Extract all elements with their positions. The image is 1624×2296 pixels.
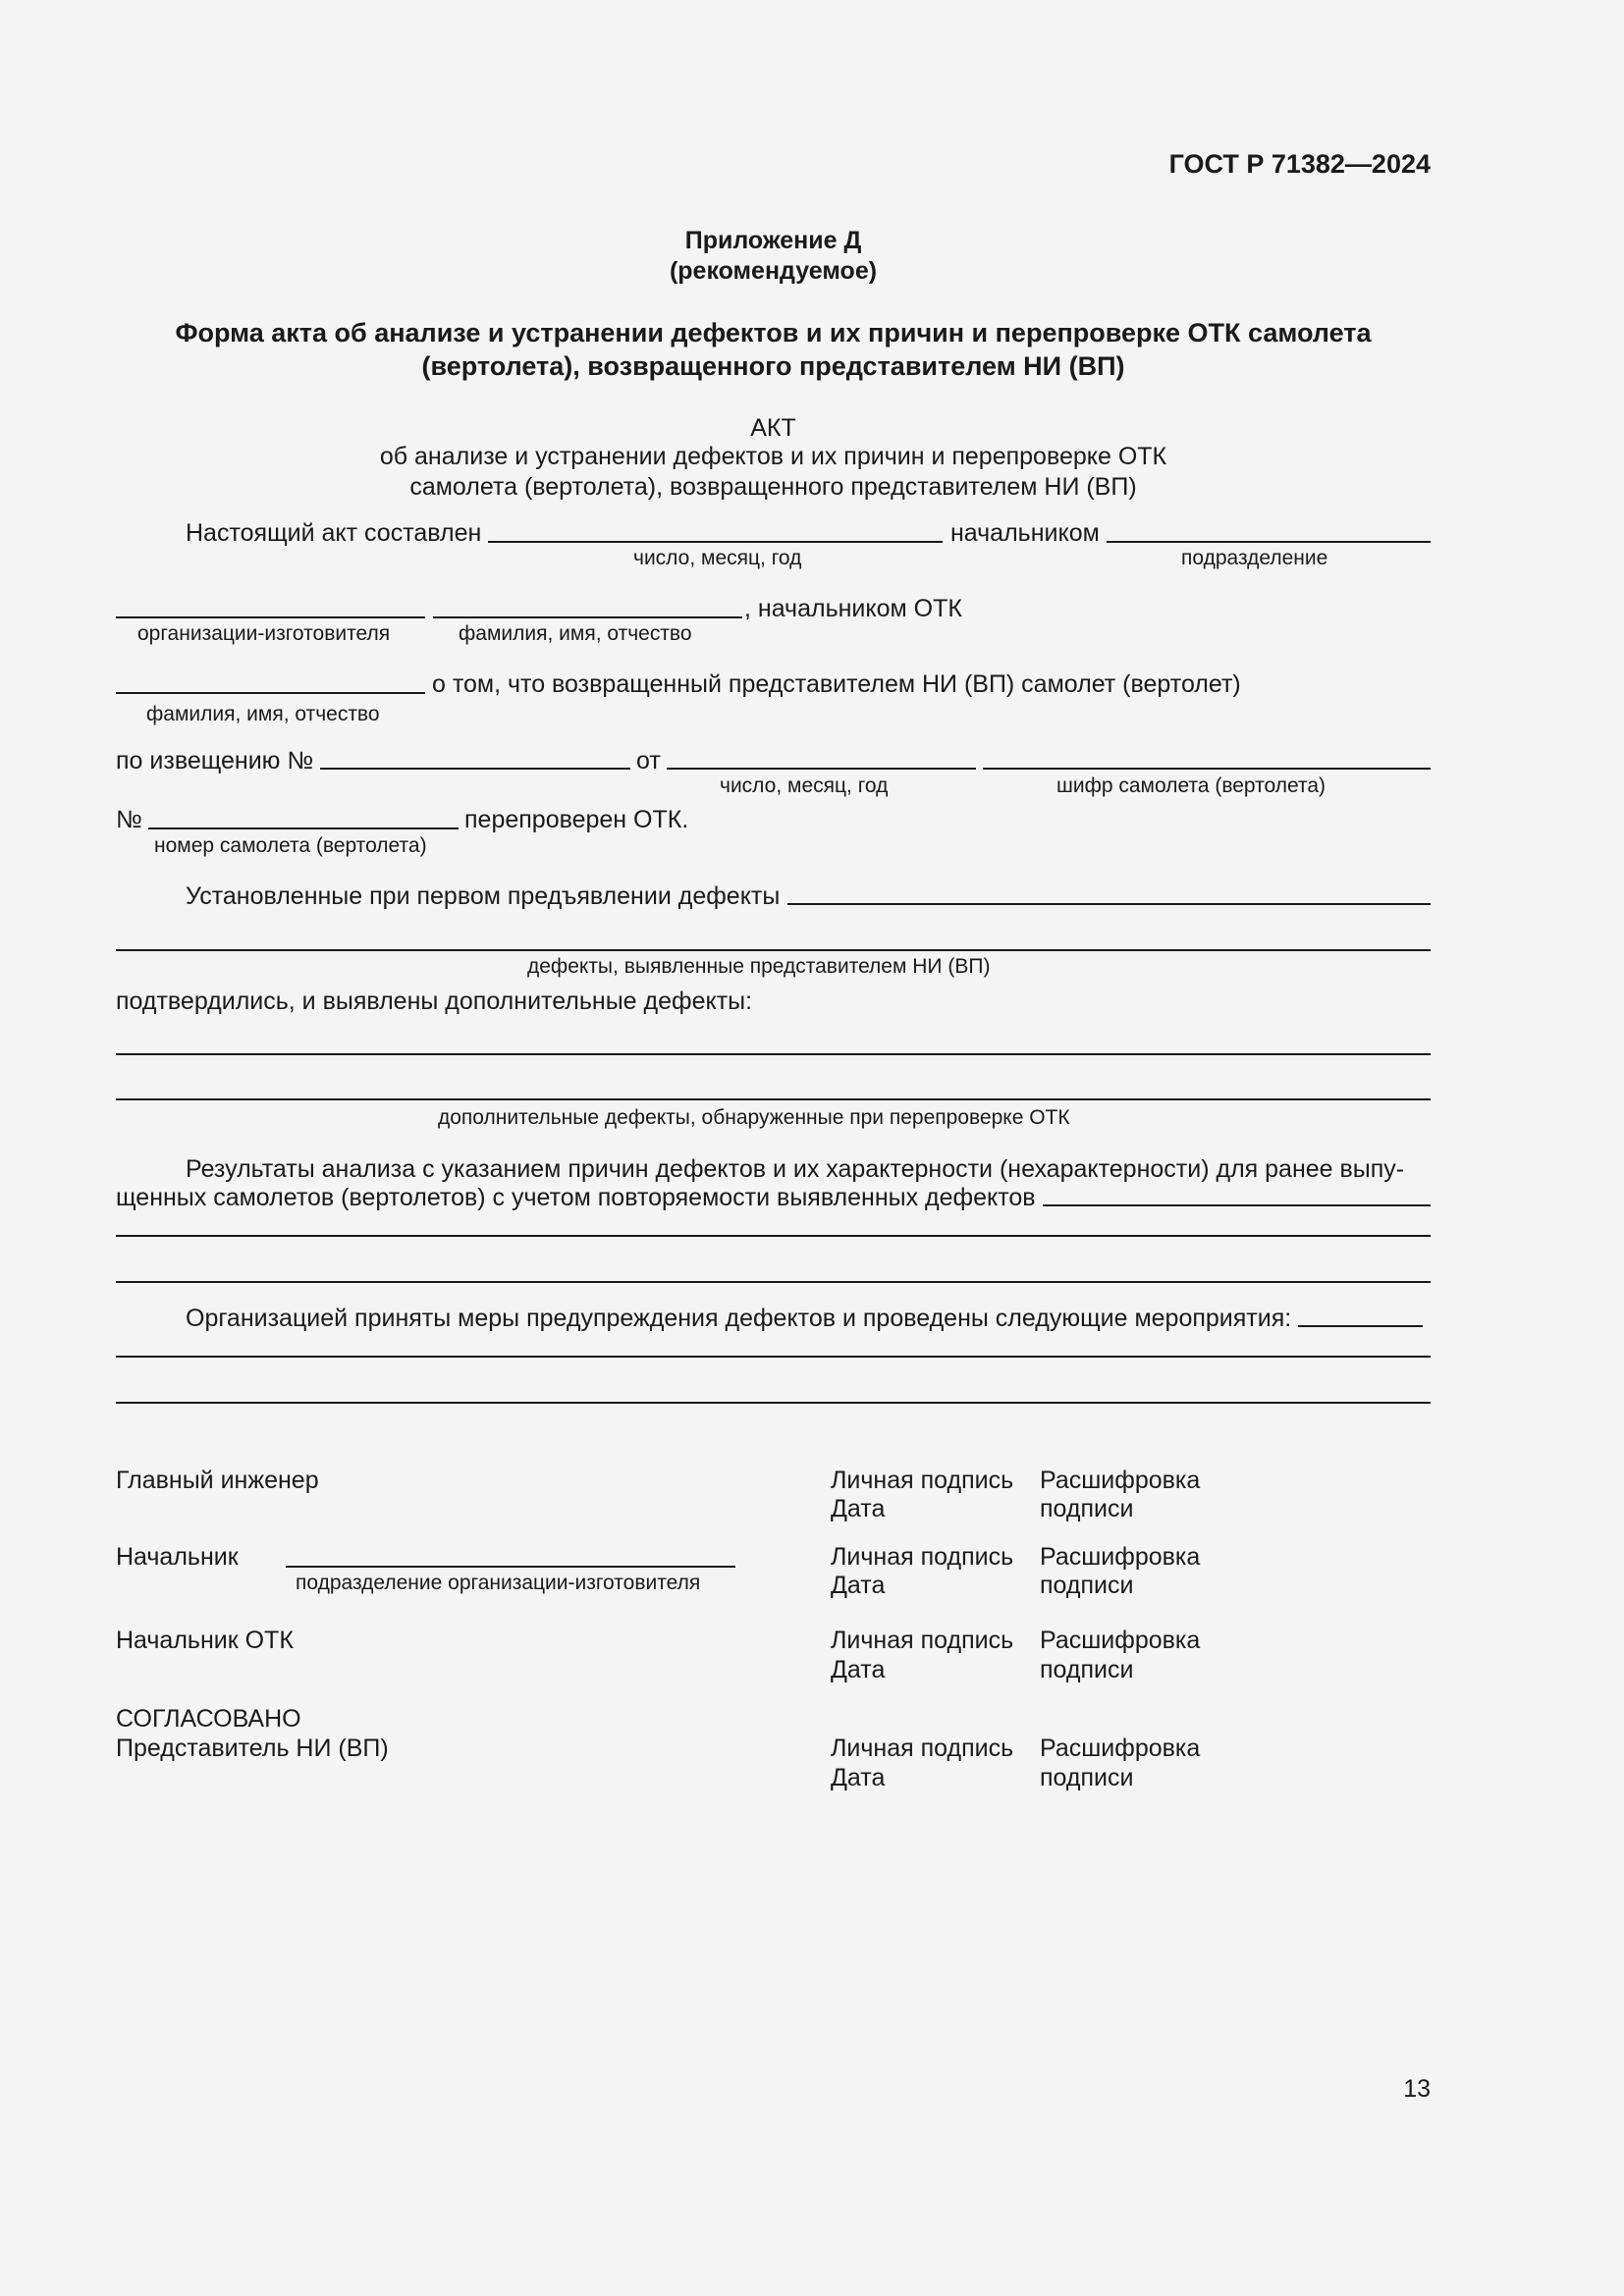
rechecked-text: перепроверен ОТК.	[464, 806, 689, 833]
otk-head-date[interactable]: Дата	[831, 1656, 886, 1683]
defects-field-line-2[interactable]	[116, 949, 1431, 951]
division-head-decode2[interactable]: подписи	[1040, 1572, 1134, 1599]
aircraft-number-field-line[interactable]	[148, 828, 459, 829]
otk-head-sign[interactable]: Личная подпись	[831, 1627, 1014, 1654]
division-head-caption: подразделение организации-изготовителя	[296, 1572, 701, 1594]
act-heading: АКТ	[750, 414, 796, 442]
compiled-prefix: Настоящий акт составлен	[186, 519, 482, 547]
notice-prefix: по извещению №	[116, 747, 314, 774]
additional-caption: дополнительные дефекты, обнаруженные при перепроверке ОТК	[438, 1106, 1070, 1129]
date-caption-2: число, месяц, год	[720, 774, 889, 797]
chief-engineer-label: Главный инженер	[116, 1467, 319, 1494]
representative-date[interactable]: Дата	[831, 1764, 886, 1791]
form-title-line1: Форма акта об анализе и устранении дефектов и их причин и перепроверке ОТК самолета	[175, 318, 1372, 347]
date-field-line[interactable]	[488, 541, 943, 543]
confirmed-text: подтвердились, и выявлены дополнительные дефекты:	[116, 988, 753, 1015]
page-number: 13	[1403, 2075, 1431, 2103]
representative-decode1[interactable]: Расшифровка	[1040, 1735, 1201, 1762]
measures-field-line-1[interactable]	[1298, 1325, 1423, 1327]
analysis-field-line-1[interactable]	[1043, 1204, 1431, 1206]
chief-fio-field-line[interactable]	[433, 616, 742, 618]
otk-head-decode2[interactable]: подписи	[1040, 1656, 1134, 1683]
analysis-line1: Результаты анализа с указанием причин дефектов и их характерности (нехарактерности) для ранее выпу-	[186, 1155, 1405, 1183]
analysis-line2: щенных самолетов (вертолетов) с учетом повторяемости выявленных дефектов	[116, 1184, 1036, 1211]
defects-first-text: Установленные при первом предъявлении дефекты	[186, 882, 781, 910]
chief-engineer-date[interactable]: Дата	[831, 1495, 886, 1522]
aircraft-number-caption: номер самолета (вертолета)	[154, 834, 427, 857]
otk-head-decode1[interactable]: Расшифровка	[1040, 1627, 1201, 1654]
division-head-label: Начальник	[116, 1543, 239, 1571]
appendix-title: Приложение Д	[684, 227, 862, 254]
cipher-field-line[interactable]	[983, 768, 1431, 770]
by-chief-text: начальником	[950, 519, 1100, 547]
standard-code: ГОСТ Р 71382—2024	[1168, 149, 1431, 179]
additional-field-line-2[interactable]	[116, 1098, 1431, 1100]
analysis-field-line-2[interactable]	[116, 1235, 1431, 1237]
otk-head-label: Начальник ОТК	[116, 1627, 294, 1654]
fio-caption-2: фамилия, имя, отчество	[146, 703, 380, 725]
chief-engineer-decode1[interactable]: Расшифровка	[1040, 1467, 1201, 1494]
division-head-field-line[interactable]	[286, 1566, 735, 1568]
appendix-status: (рекомендуемое)	[669, 257, 878, 285]
defects-field-line-1[interactable]	[787, 903, 1431, 905]
analysis-field-line-3[interactable]	[116, 1281, 1431, 1283]
agreed-label: СОГЛАСОВАНО	[116, 1705, 301, 1733]
notice-date-field-line[interactable]	[667, 768, 976, 770]
notice-number-field-line[interactable]	[320, 768, 630, 770]
measures-field-line-2[interactable]	[116, 1356, 1431, 1358]
representative-decode2[interactable]: подписи	[1040, 1764, 1134, 1791]
org-field-line[interactable]	[116, 616, 425, 618]
measures-field-line-3[interactable]	[116, 1402, 1431, 1404]
division-head-decode1[interactable]: Расшифровка	[1040, 1543, 1201, 1571]
from-word: от	[636, 747, 661, 774]
division-head-sign[interactable]: Личная подпись	[831, 1543, 1014, 1571]
otk-fio-field-line[interactable]	[116, 692, 425, 694]
by-otk-chief-text: , начальником ОТК	[744, 595, 962, 622]
measures-text: Организацией приняты меры предупреждения дефектов и проведены следующие мероприятия:	[186, 1305, 1292, 1332]
additional-field-line-1[interactable]	[116, 1053, 1431, 1055]
chief-engineer-sign[interactable]: Личная подпись	[831, 1467, 1014, 1494]
chief-engineer-decode2[interactable]: подписи	[1040, 1495, 1134, 1522]
division-field-line[interactable]	[1107, 541, 1431, 543]
fio-caption: фамилия, имя, отчество	[459, 622, 692, 645]
representative-label: Представитель НИ (ВП)	[116, 1735, 389, 1762]
representative-sign[interactable]: Личная подпись	[831, 1735, 1014, 1762]
division-head-date[interactable]: Дата	[831, 1572, 886, 1599]
org-caption: организации-изготовителя	[137, 622, 391, 645]
returned-text: о том, что возвращенный представителем НИ (ВП) самолет (вертолет)	[432, 670, 1241, 698]
act-subtitle-line1: об анализе и устранении дефектов и их причин и перепроверке ОТК	[379, 443, 1167, 470]
number-sign: №	[116, 806, 142, 833]
date-caption: число, месяц, год	[633, 547, 802, 569]
division-caption: подразделение	[1181, 547, 1328, 569]
form-title-line2: (вертолета), возвращенного представителем НИ (ВП)	[421, 351, 1125, 381]
cipher-caption: шифр самолета (вертолета)	[1056, 774, 1326, 797]
defects-caption: дефекты, выявленные представителем НИ (ВП)	[527, 955, 991, 978]
act-subtitle-line2: самолета (вертолета), возвращенного представителем НИ (ВП)	[409, 473, 1137, 501]
